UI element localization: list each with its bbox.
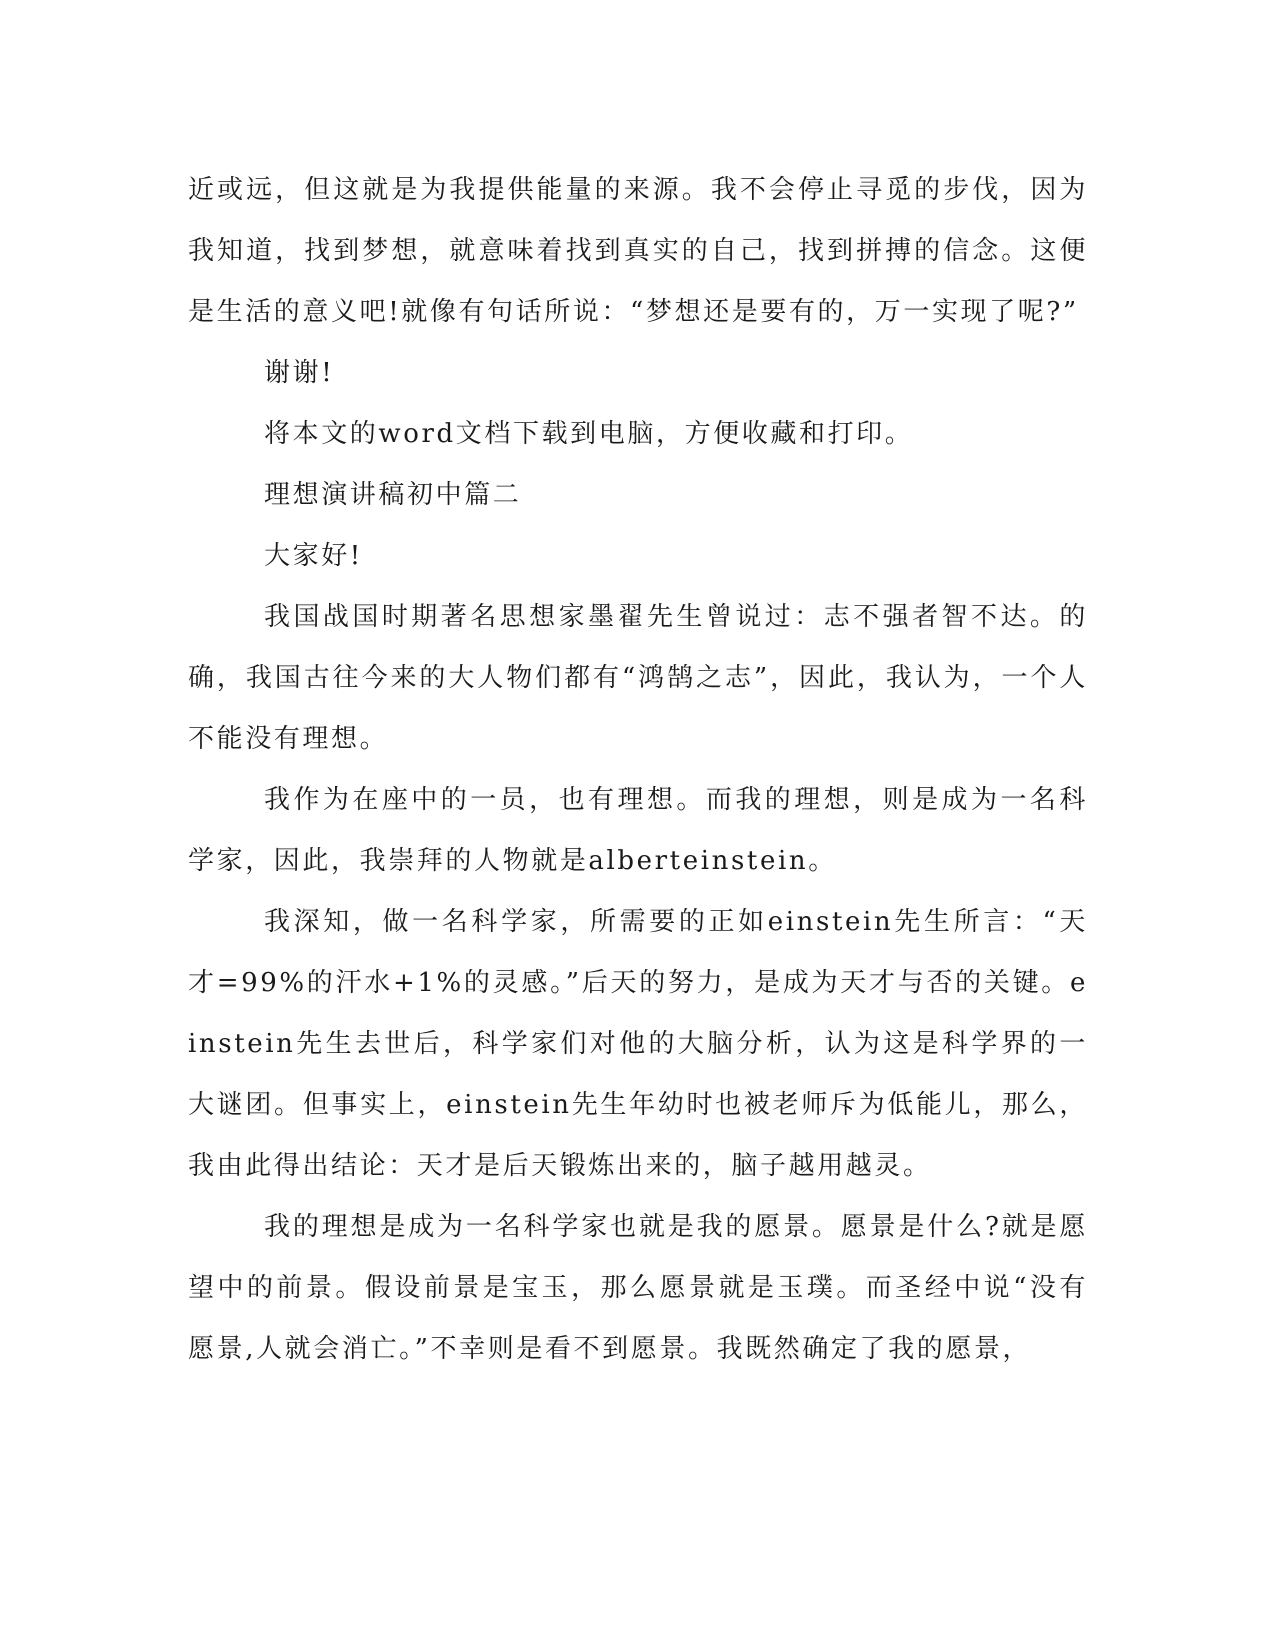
paragraph-body: 我深知，做一名科学家，所需要的正如einstein先生所言：“天才=99%的汗水+1%的灵感。”后天的努力，是成为天才与否的关键。einstein先生去世后，科学家们对他的大脑分析，认为这是科学界的一大谜团。但事实上，einstein先生年幼时也被老师斥为低能儿，那么，我由此得出结论：天才是后天锻炼出来的，脑子越用越灵。 bbox=[188, 907, 1088, 1181]
paragraph-body: 我的理想是成为一名科学家也就是我的愿景。愿景是什么?就是愿望中的前景。假设前景是宝玉，那么愿景就是玉璞。而圣经中说“没有愿景,人就会消亡。”不幸则是看不到愿景。我既然确定了我的愿景， bbox=[188, 1212, 1088, 1364]
paragraph-greeting: 大家好! bbox=[264, 541, 363, 571]
paragraph-thanks: 谢谢! bbox=[264, 358, 335, 388]
paragraph-body: 我国战国时期著名思想家墨翟先生曾说过：志不强者智不达。的确，我国古往今来的大人物们都有“鸿鹄之志”，因此，我认为，一个人不能没有理想。 bbox=[188, 602, 1088, 754]
section-heading: 理想演讲稿初中篇二 bbox=[264, 480, 522, 510]
paragraph-download-note: 将本文的word文档下载到电脑，方便收藏和打印。 bbox=[264, 419, 914, 449]
document-body bbox=[188, 160, 1088, 1380]
paragraph-continuation: 近或远，但这就是为我提供能量的来源。我不会停止寻觅的步伐，因为我知道，找到梦想，就意味着找到真实的自己，找到拼搏的信念。这便是生活的意义吧!就像有句话所说：“梦想还是要有的，万一实现了呢?” bbox=[188, 175, 1088, 327]
paragraph-body: 我作为在座中的一员，也有理想。而我的理想，则是成为一名科学家，因此，我崇拜的人物就是alberteinstein。 bbox=[188, 785, 1088, 876]
